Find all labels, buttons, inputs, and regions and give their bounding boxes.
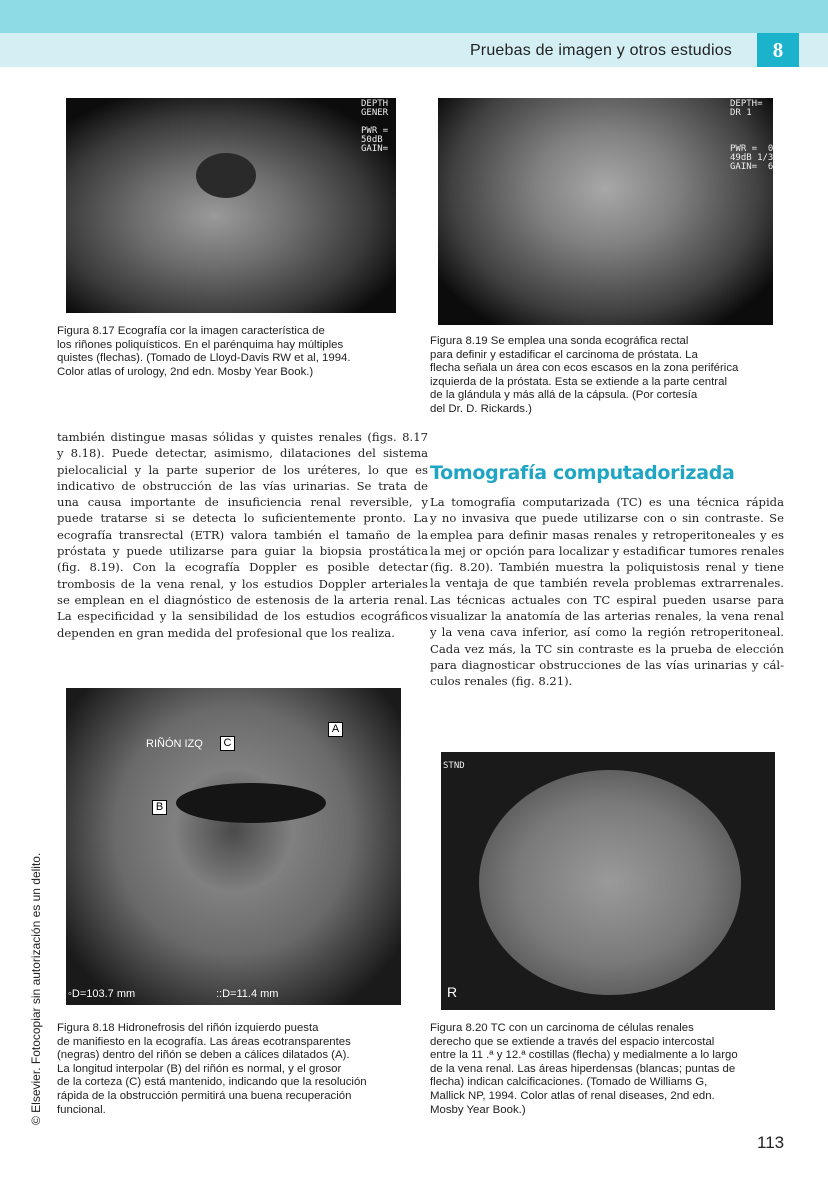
text-line: entre la 11 .ª y 12.ª costillas (flecha) y medialmente a lo largo: [430, 1049, 738, 1062]
text-line: y 8.18). Puede detectar, asimismo, dilataciones del sistema: [57, 446, 428, 461]
ct-label: STND: [443, 761, 465, 771]
figure-8-18-caption: [57, 1022, 367, 1117]
figure-8-17-ultrasound: [66, 98, 396, 313]
text-line: Cada vez más, la TC sin contraste es la prueba de elección: [430, 641, 784, 656]
text-line: de la glándula y más allá de la cápsula. (Por cortesía: [430, 389, 698, 402]
text-line: Las técnicas actuales con TC espiral pueden usarse para: [430, 592, 784, 607]
text-line: Mosby Year Book.): [430, 1103, 526, 1116]
body-text-left: [57, 429, 428, 641]
text-line: la ventaja de que también revela problemas extrarrenales.: [430, 576, 784, 591]
text-line: visualizar la anatomía de las arterias renales, la vena renal: [430, 609, 784, 624]
text-line: indicativo de obstrucción de las vías urinarias. Se trata de: [57, 478, 428, 493]
text-line: culos renales (fig. 8.21).: [430, 674, 573, 689]
text-line: La longitud interpolar (B) del riñón es normal, y el grosor: [57, 1062, 342, 1075]
kidney-label: RIÑÓN IZQ: [146, 738, 203, 750]
text-line: flecha) indican calcificaciones. (Tomado de Williams G,: [430, 1076, 708, 1089]
label-a: A: [328, 722, 343, 737]
figure-8-17-caption: [57, 325, 351, 379]
text-line: La tomografía computarizada (TC) es una técnica rápida: [430, 495, 784, 509]
text-line: Figura 8.18 Hidronefrosis del riñón izquierdo puesta: [57, 1022, 319, 1034]
text-line: ecografía transrectal (ETR) valora también el tamaño de la: [57, 527, 428, 542]
text-line: emplea para definir masas renales y retroperitoneales y es: [430, 527, 784, 542]
text-line: y no invasiva que puede utilizarse con o sin contraste. Se: [430, 511, 784, 526]
text-line: Figura 8.19 Se emplea una sonda ecográfica rectal: [430, 335, 689, 347]
text-line: para definir y estadificar el carcinoma de próstata. La: [430, 348, 698, 361]
text-line: funcional.: [57, 1103, 106, 1116]
copyright-notice: © Elsevier. Fotocopiar sin autorización es un delito.: [29, 852, 43, 1125]
text-line: puede tratarse si se detecta lo suficientemente pronto. La: [57, 511, 428, 526]
ultrasound-settings: DEPTH GENER PWR = 50dB GAIN=: [361, 99, 389, 154]
running-title: Pruebas de imagen y otros estudios: [469, 42, 732, 59]
text-line: la mej or opción para localizar y estadificar tumores renales: [430, 543, 785, 558]
text-line: pielocalicial y la parte superior de los uréteres, lo que es: [57, 462, 428, 477]
measurement-cortex: ::D=11.4 mm: [216, 988, 279, 1000]
chapter-number: 8: [757, 33, 799, 67]
figure-8-19-caption: [430, 335, 738, 417]
text-line: (negras) dentro del riñón se deben a cálices dilatados (A).: [57, 1049, 350, 1062]
text-line: La especificidad y la sensibilidad de los estudios ecográficos: [57, 609, 428, 624]
text-line: los riñones poliquísticos. En el parénquima hay múltiples: [57, 338, 344, 351]
body-text-right: [430, 494, 784, 690]
text-line: quistes (flechas). (Tomado de Lloyd-Davis RW et al, 1994.: [57, 352, 351, 365]
text-line: (fig. 8.19). Con la ecografía Doppler es posible detectar: [57, 560, 428, 575]
text-line: dependen en gran medida del profesional que los realiza.: [57, 625, 395, 640]
text-line: y la vena cava inferior, así como la región retroperitoneal.: [430, 625, 784, 640]
ultrasound-settings: DEPTH= DR 1 PWR = 0 49dB 1/3 GAIN= 6: [730, 99, 773, 172]
page-number: 113: [757, 1133, 785, 1152]
text-line: (fig. 8.20). También muestra la poliquistosis renal y tiene: [430, 560, 784, 575]
figure-8-20-ct-scan: [441, 752, 775, 1010]
text-line: también distingue masas sólidas y quistes renales (figs. 8.17: [57, 430, 428, 444]
figure-8-19-ultrasound: [438, 98, 773, 325]
text-line: del Dr. D. Rickards.): [430, 402, 532, 415]
text-line: para diagnosticar obstrucciones de las vías urinarias y cál-: [430, 657, 784, 672]
text-line: rápida de la obstrucción permitirá una buena recuperación: [57, 1089, 352, 1102]
header-band: [0, 0, 828, 33]
text-line: Mallick NP, 1994. Color atlas of renal diseases, 2nd edn.: [430, 1089, 715, 1102]
text-line: una causa importante de insuficiencia renal reversible, y: [57, 495, 428, 510]
text-line: de la corteza (C) está mantenido, indicando que la resolución: [57, 1076, 367, 1089]
figure-8-18-ultrasound: [66, 688, 401, 1005]
text-line: Figura 8.17 Ecografía cor la imagen característica de: [57, 325, 325, 337]
text-line: flecha señala un área con ecos escasos en la zona periférica: [430, 362, 739, 375]
text-line: se emplean en el diagnóstico de estenosis de la arteria renal.: [57, 592, 428, 607]
figure-8-20-caption: [430, 1022, 738, 1117]
text-line: Figura 8.20 TC con un carcinoma de células renales: [430, 1022, 694, 1034]
text-line: de la vena renal. Las áreas hiperdensas (blancas; puntas de: [430, 1062, 736, 1075]
text-line: derecho que se extiende a través del espacio intercostal: [430, 1035, 715, 1048]
text-line: izquierda de la próstata. Esta se extiende a la parte central: [430, 375, 727, 388]
measurement-length: ◦D=103.7 mm: [68, 988, 136, 1000]
label-c: C: [220, 736, 235, 751]
text-line: trombosis de la vena renal, y los estudios Doppler arteriales: [57, 576, 428, 591]
text-line: de manifiesto en la ecografía. Las áreas ecotransparentes: [57, 1035, 351, 1048]
text-line: próstata y puede utilizarse para guiar la biopsia prostática: [57, 544, 428, 559]
text-line: Color atlas of urology, 2nd edn. Mosby Year Book.): [57, 365, 314, 378]
ct-side-marker: R: [447, 984, 458, 1000]
section-heading: Tomografía computadorizada: [430, 462, 735, 484]
label-b: B: [152, 800, 167, 815]
